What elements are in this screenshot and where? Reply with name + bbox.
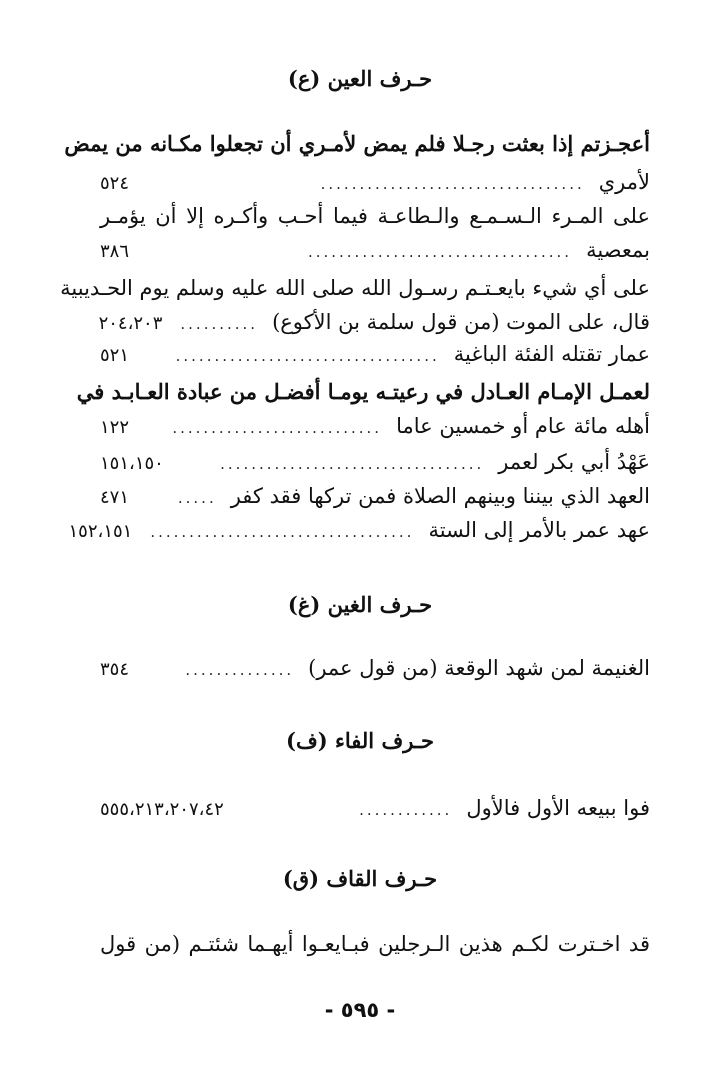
entry-text: عمار تقتله الفئة الباغية [453, 342, 650, 366]
dot-leader: ..... [177, 489, 217, 507]
dot-leader: .............. [185, 661, 295, 679]
page-reference: ٣٥٤ [100, 659, 130, 680]
entry-text: عهد عمر بالأمر إلى الستة [428, 518, 650, 542]
index-entry [100, 796, 650, 822]
section-heading-fa: حـرف الفاء (ف) [286, 728, 434, 753]
entry-text: أهله مائة عام أو خمسين عاما [396, 414, 650, 438]
dot-leader: ............ [359, 801, 453, 819]
entry-text: بمعصية [586, 238, 650, 262]
index-entry [100, 310, 650, 336]
dot-leader: .................................. [220, 455, 485, 473]
dot-leader: .................................. [175, 347, 440, 365]
index-entry-line: لعمـل الإمـام العـادل في رعيتـه يومـا أفضـل من عبادة العـابـد في [76, 379, 650, 404]
section-heading-ain: حـرف العين (ع) [287, 66, 433, 91]
index-entry [100, 238, 650, 264]
section-heading-ghain: حـرف الغين (غ) [287, 592, 433, 617]
index-entry [100, 342, 650, 368]
index-entry [68, 518, 650, 544]
dot-leader: .................................. [307, 243, 573, 261]
index-entry [100, 656, 650, 682]
index-entry [100, 170, 650, 196]
page-reference: ٥٢١ [100, 345, 130, 366]
entry-text: لأمري [598, 170, 650, 194]
index-entry [100, 484, 650, 510]
entry-text: عَهْدُ أبي بكر لعمر [498, 450, 650, 474]
page-reference: ١٢٢ [100, 417, 130, 438]
index-entry-line: قد اخـترت لكـم هذين الـرجلين فبـايعـوا أيهـما شئتـم (من قول [100, 932, 650, 956]
page-reference: ٢٠٤،٢٠٣ [98, 313, 163, 334]
entry-text: فوا ببيعه الأول فالأول [466, 796, 650, 820]
page-reference: ٤٧١ [100, 487, 130, 508]
section-heading-qaf: حـرف القاف (ق) [282, 866, 438, 891]
index-entry-line: على المـرء الـسـمـع والـطاعـة فيما أحـب وأكـره إلا أن يؤمـر [100, 204, 650, 228]
dot-leader: .................................. [320, 175, 585, 193]
page-reference: ١٥٢،١٥١ [68, 521, 133, 542]
index-entry [100, 414, 650, 440]
entry-text: قال، على الموت (من قول سلمة بن الأكوع) [272, 310, 650, 334]
index-entry-line: على أي شيء بايعـتـم رسـول الله صلى الله عليه وسلم يوم الحـديبية [60, 276, 650, 300]
page-number: - ٥٩٥ - [324, 998, 396, 1022]
index-entry [100, 450, 650, 476]
entry-text: العهد الذي بيننا وبينهم الصلاة فمن تركها فقد كفر [230, 484, 650, 508]
page-reference: ١٥١،١٥٠ [100, 453, 164, 474]
dot-leader: .................................. [150, 523, 415, 541]
dot-leader: ........................... [172, 419, 383, 437]
entry-text: الغنيمة لمن شهد الوقعة (من قول عمر) [308, 656, 650, 680]
index-entry-line: أعجـزتم إذا بعثت رجـلا فلم يمض لأمـري أن تجعلوا مكـانه من يمض [64, 131, 650, 156]
page-reference: ٥٥٥،٢١٣،٢٠٧،٤٢ [100, 799, 224, 820]
page-reference: ٥٢٤ [100, 173, 130, 194]
dot-leader: .......... [180, 315, 259, 333]
page-reference: ٣٨٦ [100, 241, 130, 262]
